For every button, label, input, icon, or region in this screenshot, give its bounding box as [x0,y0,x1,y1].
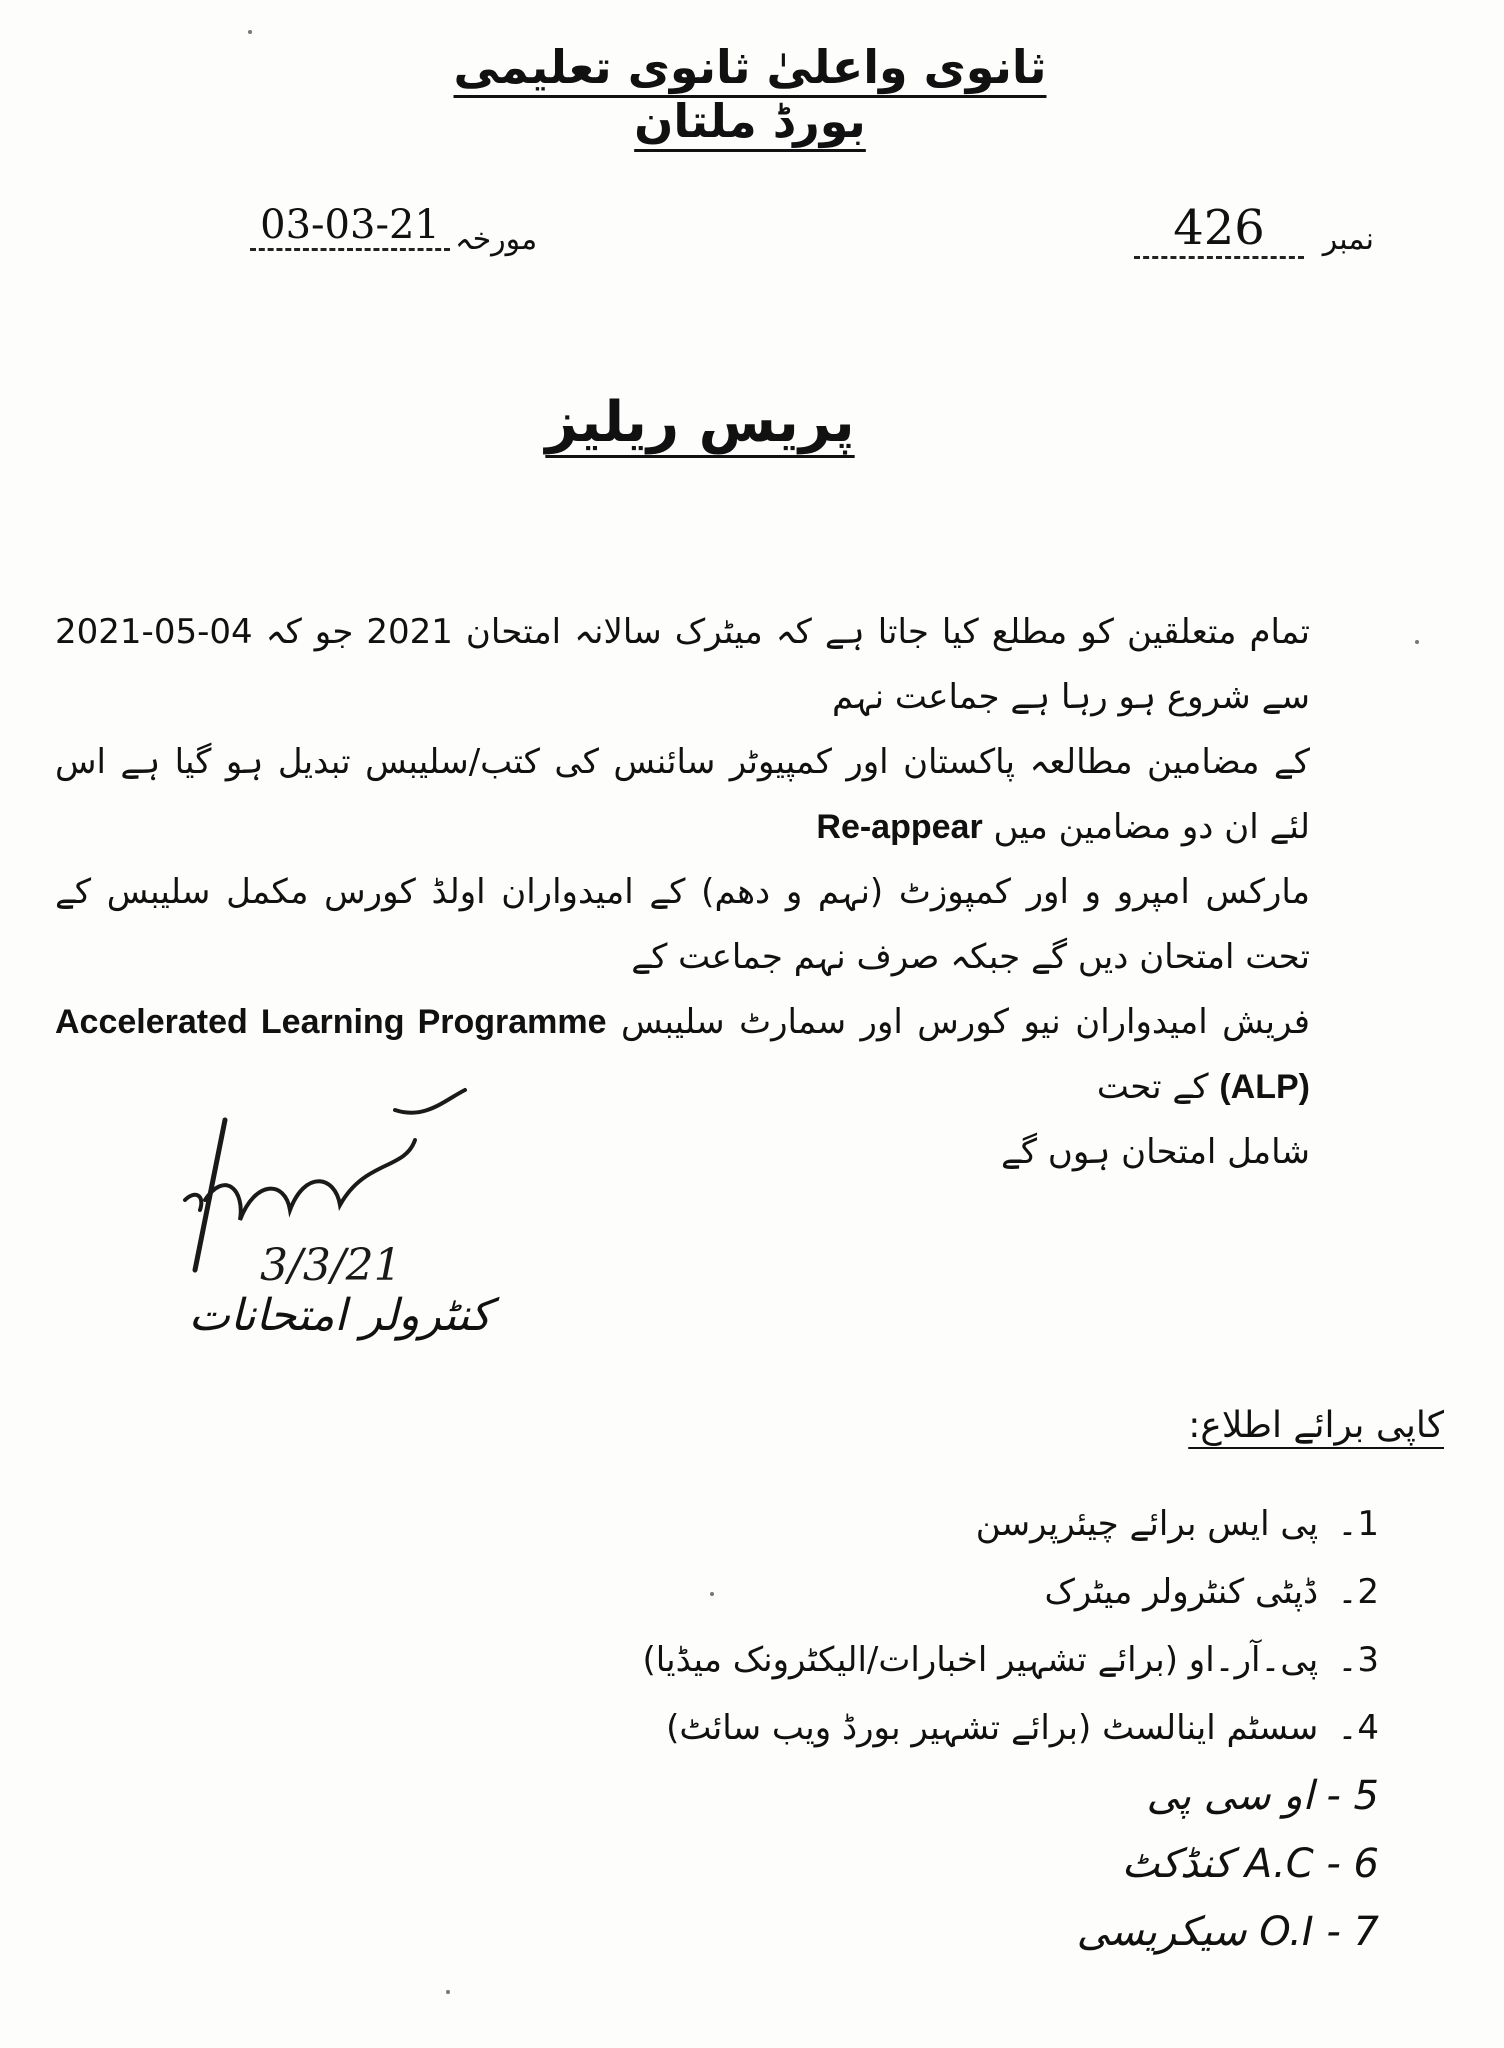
number-label: نمبر [1322,222,1374,257]
number-value: 426 [1134,200,1304,259]
copy-item-text: ڈپٹی کنٹرولر میٹرک [1044,1572,1319,1612]
copy-item-number: 6 - [1326,1841,1379,1887]
copy-item [479,1762,1379,1830]
date-label: مورخہ [455,222,538,257]
alp-term: Accelerated Learning Programme (ALP) [55,1003,1310,1106]
reappear-term: Re-appear [816,808,983,846]
scan-speck [1415,640,1419,644]
scan-speck [710,1592,714,1596]
copy-item-text: O.I سیکریسی [1076,1909,1314,1955]
copy-item-number: 1۔ [1337,1504,1379,1544]
body-line-3: مارکس امپرو و اور کمپوزٹ (نہم و دھم) کے امیدواران اولڈ کورس مکمل سلیبس کے تحت امتحان دیں گے جبکہ صرف نہم جماعت کے [55,872,1310,977]
scan-speck [446,1990,450,1994]
copy-item [479,1694,1379,1762]
copy-info-heading: کاپی برائے اطلاع: [1188,1405,1444,1446]
copy-item [479,1490,1379,1558]
body-line-4-tail: کے تحت [1096,1067,1209,1107]
copy-item-number: 7 - [1326,1909,1379,1955]
copy-item-text: سسٹم اینالسٹ (برائے تشہیر بورڈ ویب سائٹ) [666,1708,1319,1748]
body-line-2-text: کے مضامین مطالعہ پاکستان اور کمپیوٹر سائنس کی کتب/سلیبس تبدیل ہو گیا ہے اس لئے ان دو مضامین میں [55,742,1310,847]
copy-item [479,1558,1379,1626]
controller-title: کنٹرولر امتحانات [188,1290,492,1341]
body-line-2 [55,730,1310,860]
copy-item [479,1626,1379,1694]
reference-row [0,200,1504,270]
signature-date: 3/3/21 [260,1240,402,1291]
board-title: ثانوی واعلیٰ ثانوی تعلیمی بورڈ ملتان [453,40,1047,148]
scan-speck [248,30,252,34]
copy-item-text: A.C کنڈکٹ [1121,1841,1314,1887]
copy-item-text: او سی پی [1146,1773,1314,1819]
body-line-1: تمام متعلقین کو مطلع کیا جاتا ہے کہ میٹرک سالانہ امتحان 2021 جو کہ 04-05-2021 سے شروع ہو رہا ہے جماعت نہم [55,612,1310,717]
body-line-4-text: فریش امیدواران نیو کورس اور سمارٹ سلیبس [621,1002,1310,1042]
date-value: 03-03-21 [250,202,450,251]
copy-item-number: 4۔ [1337,1708,1379,1748]
copy-info-list [479,1490,1379,1966]
body-line-5: شامل امتحان ہوں گے [1001,1132,1310,1172]
press-release-title: پریس ریلیز [545,390,855,455]
copy-item-number: 3۔ [1337,1640,1379,1680]
copy-item-text: پی۔آر۔او (برائے تشہیر اخبارات/الیکٹرونک میڈیا) [642,1640,1319,1680]
copy-item-number: 2۔ [1337,1572,1379,1612]
copy-item [479,1830,1379,1898]
copy-item [479,1898,1379,1966]
copy-item-text: پی ایس برائے چیئرپرسن [975,1504,1319,1544]
copy-item-number: 5 - [1326,1773,1379,1819]
